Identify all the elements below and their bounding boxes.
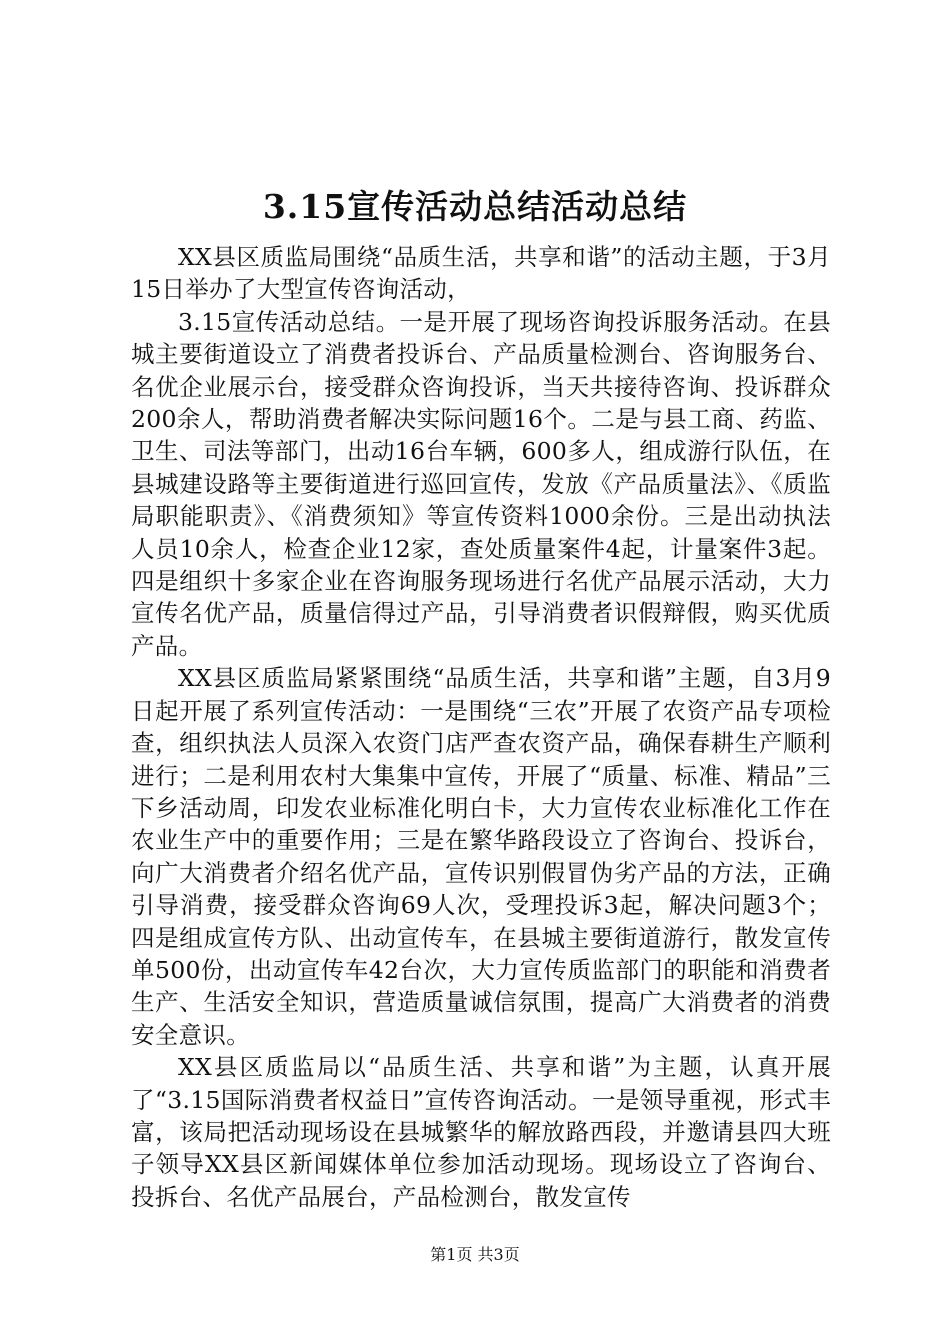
- paragraph: XX县区质监局以“品质生活、共享和谐”为主题，认真开展了“3.15国际消费者权益日”宣传咨询活动。一是领导重视，形式丰富，该局把活动现场设在县城繁华的解放路西段，并邀请县四大班子领导XX县区新闻媒体单位参加活动现场。现场设立了咨询台、投拆台、名优产品展台，产品检测台，散发宣传: [131, 1053, 831, 1211]
- page-number-footer: 第1页 共3页: [430, 1245, 520, 1264]
- document-title: 3.15宣传活动总结活动总结: [262, 187, 688, 226]
- paragraph: 3.15宣传活动总结。一是开展了现场咨询投诉服务活动。在县城主要街道设立了消费者投诉台、产品质量检测台、咨询服务台、名优企业展示台，接受群众咨询投诉，当天共接待咨询、投诉群众200余人，帮助消费者解决实际问题16个。二是与县工商、药监、卫生、司法等部门，出动16台车辆，600多人，组成游行队伍，在县城建设路等主要街道进行巡回宣传，发放《产品质量法》、《质监局职能职责》、《消费须知》等宣传资料1000余份。三是出动执法人员10余人，检查企业12家，查处质量案件4起，计量案件3起。四是组织十多家企业在咨询服务现场进行名优产品展示活动，大力宣传名优产品，质量信得过产品，引导消费者识假辩假，购买优质产品。: [131, 307, 831, 660]
- paragraph: XX县区质监局紧紧围绕“品质生活，共享和谐”主题，自3月9日起开展了系列宣传活动：一是围绕“三农”开展了农资产品专项检查，组织执法人员深入农资门店严查农资产品，确保春耕生产顺利进行；二是利用农村大集集中宣传，开展了“质量、标准、精品”三下乡活动周，印发农业标准化明白卡，大力宣传农业标准化工作在农业生产中的重要作用；三是在繁华路段设立了咨询台、投诉台，向广大消费者介绍名优产品，宣传识别假冒伪劣产品的方法，正确引导消费，接受群众咨询69人次，受理投诉3起，解决问题3个；四是组成宣传方队、出动宣传车，在县城主要街道游行，散发宣传单500份，出动宣传车42台次，大力宣传质监部门的职能和消费者生产、生活安全知识，营造质量诚信氛围，提高广大消费者的消费安全意识。: [131, 664, 831, 1049]
- paragraph: XX县区质监局围绕“品质生活，共享和谐”的活动主题，于3月15日举办了大型宣传咨询活动，: [131, 243, 831, 304]
- document-body: [131, 241, 831, 1213]
